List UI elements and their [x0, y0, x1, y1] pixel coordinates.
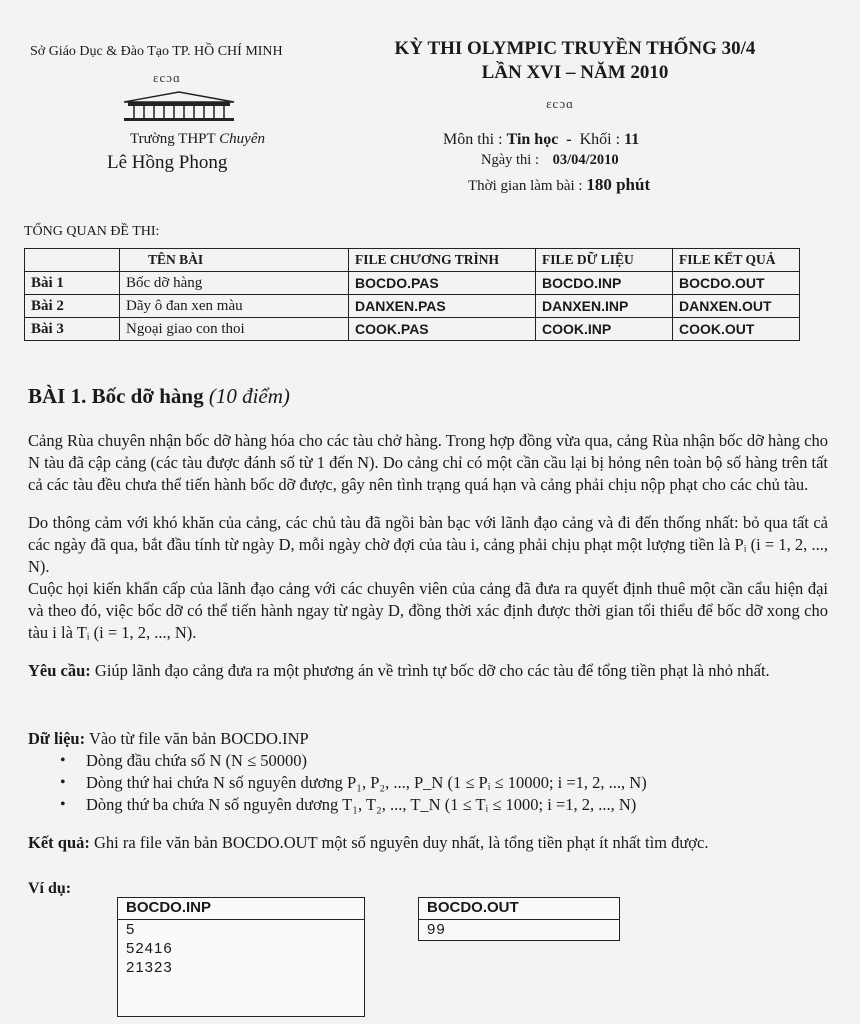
- input-file: DANXEN.INP: [536, 295, 673, 318]
- overview-title: TỔNG QUAN ĐỀ THI:: [24, 224, 160, 239]
- input-file: COOK.INP: [536, 318, 673, 341]
- requirement-label: Yêu cầu:: [28, 661, 91, 680]
- output-text: Ghi ra file văn bản BOCDO.OUT một số nguyên duy nhất, là tổng tiền phạt ít nhất tìm được.: [94, 833, 709, 852]
- input-file: BOCDO.INP: [536, 272, 673, 295]
- list-item: • Dòng đầu chứa số N (N ≤ 50000): [60, 750, 647, 772]
- program-file: COOK.PAS: [349, 318, 536, 341]
- task-name: Bốc dỡ hàng: [120, 272, 349, 295]
- table-row: [25, 272, 800, 295]
- school-logo: [120, 88, 238, 122]
- school-type: Chuyên: [219, 131, 265, 147]
- paragraph-2: Do thông cảm với khó khăn của cảng, các chủ tàu đã ngồi bàn bạc với lãnh đạo cảng và đi đến thống nhất: bỏ qua tất cả các ngày đã qua, bắt đầu tính từ ngày D, mỗi ngày chờ đợi của tàu i, cảng phải chịu phạt một lượng tiền là Pᵢ (i = 1, 2, ..., N).: [28, 513, 828, 576]
- overview-header-row: [25, 249, 800, 272]
- school-line: [130, 131, 265, 148]
- overview-table: [24, 248, 800, 341]
- output-label: Kết quả:: [28, 833, 90, 852]
- subject-dash: -: [562, 131, 576, 148]
- example-input-line: 21323: [126, 959, 173, 976]
- task-id: Bài 1: [25, 272, 120, 295]
- task-name: Dãy ô đan xen màu: [120, 295, 349, 318]
- example-output-title: BOCDO.OUT: [419, 898, 619, 920]
- requirement: [28, 660, 828, 682]
- input-desc: [28, 728, 828, 750]
- school-prefix: Trường THPT: [130, 131, 216, 147]
- example-input-box: [117, 897, 365, 1017]
- output-file: DANXEN.OUT: [673, 295, 800, 318]
- list-item: • Dòng thứ ba chứa N số nguyên dương T₁, T₂, ..., T_N (1 ≤ Tᵢ ≤ 1000; i =1, 2, ..., N): [60, 794, 647, 816]
- col-header: TÊN BÀI: [120, 249, 349, 272]
- task-id: Bài 2: [25, 295, 120, 318]
- col-header: FILE KẾT QUẢ: [673, 249, 800, 272]
- problem-points: (10 điểm): [208, 384, 290, 408]
- task-id: Bài 3: [25, 318, 120, 341]
- paragraph-1: Cảng Rùa chuyên nhận bốc dỡ hàng hóa cho các tàu chở hàng. Trong hợp đồng vừa qua, cảng Rùa nhận bốc dỡ hàng cho N tàu đã cập cảng (các tàu được đánh số từ 1 đến N). Do cảng chỉ có một cần cầu lại bị hỏng nên toàn bộ số hàng trên tất cả các tàu đều chưa thể tiến hành bốc dỡ được, gây nên tình trạng quá hạn và cảng phải chịu nộp phạt cho các chủ tàu.: [28, 431, 828, 494]
- exam-title-2: LẦN XVI – NĂM 2010: [481, 62, 669, 83]
- output-desc: [28, 832, 828, 854]
- example-input-line: 52416: [126, 940, 173, 957]
- ornament-right: ɛcɔɑ: [546, 96, 574, 111]
- col-header: FILE CHƯƠNG TRÌNH: [349, 249, 536, 272]
- program-file: DANXEN.PAS: [349, 295, 536, 318]
- input-label: Dữ liệu:: [28, 729, 86, 748]
- table-row: [25, 318, 800, 341]
- task-name: Ngoại giao con thoi: [120, 318, 349, 341]
- col-header: FILE DỮ LIỆU: [536, 249, 673, 272]
- date-value: 03/04/2010: [552, 152, 619, 168]
- input-bullets: [60, 750, 647, 816]
- grade-label: Khối :: [579, 131, 621, 148]
- input-text: Vào từ file văn bản BOCDO.INP: [88, 729, 309, 748]
- subject-line: [443, 131, 639, 149]
- time-line: [468, 175, 650, 195]
- subject-label: Môn thi :: [443, 131, 503, 148]
- col-header: [25, 249, 120, 272]
- example-label: Ví dụ:: [28, 880, 72, 897]
- list-item: • Dòng thứ hai chứa N số nguyên dương P₁, P₂, ..., P_N (1 ≤ Pᵢ ≤ 10000; i =1, 2, ..., N): [60, 772, 647, 794]
- ornament-left: ɛcɔɑ: [153, 70, 181, 85]
- subject-value: Tin học: [506, 131, 559, 148]
- output-file: COOK.OUT: [673, 318, 800, 341]
- department-name: Sở Giáo Dục & Đào Tạo TP. HỒ CHÍ MINH: [30, 44, 283, 59]
- time-label: Thời gian làm bài :: [468, 178, 583, 194]
- table-row: [25, 295, 800, 318]
- date-line: [481, 152, 619, 169]
- time-value: 180 phút: [586, 175, 651, 194]
- problem-title: BÀI 1. Bốc dỡ hàng: [28, 384, 204, 408]
- exam-title-1: KỲ THI OLYMPIC TRUYỀN THỐNG 30/4: [394, 38, 756, 59]
- output-file: BOCDO.OUT: [673, 272, 800, 295]
- grade-value: 11: [624, 131, 640, 148]
- example-input-line: 5: [126, 921, 136, 938]
- school-name: Lê Hồng Phong: [107, 152, 228, 173]
- example-output-line: 99: [427, 921, 446, 938]
- requirement-text: Giúp lãnh đạo cảng đưa ra một phương án về trình tự bốc dỡ cho các tàu để tổng tiền phạt là nhỏ nhất.: [94, 661, 770, 680]
- program-file: BOCDO.PAS: [349, 272, 536, 295]
- paragraph-3: Cuộc họi kiến khẩn cấp của lãnh đạo cảng với các chuyên viên của cảng đã đưa ra quyết định thuê một cần cẩu hiện đại và theo đó, việc bốc dỡ có thể tiến hành ngay từ ngày D, đồng thời xác định được thời gian tối thiểu để bốc dỡ xong cho tàu i là Tᵢ (i = 1, 2, ..., N).: [28, 579, 828, 642]
- problem-title-line: [28, 384, 290, 409]
- date-label: Ngày thi :: [481, 152, 539, 168]
- example-output-box: [418, 897, 620, 941]
- example-input-title: BOCDO.INP: [118, 898, 364, 920]
